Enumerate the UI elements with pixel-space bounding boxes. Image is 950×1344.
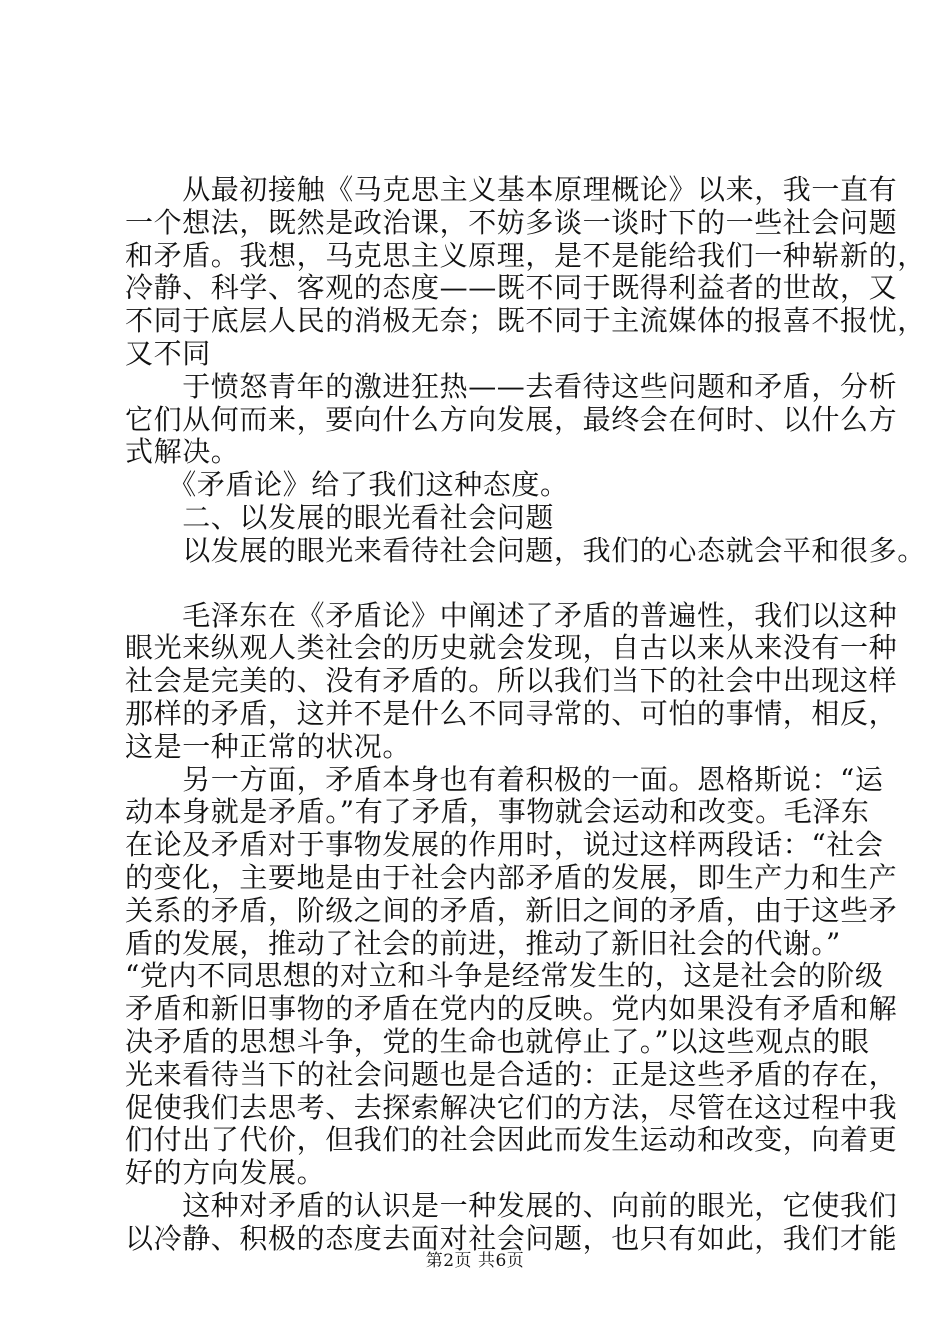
page-footer <box>0 1246 950 1271</box>
text-line: 《矛盾论》给了我们这种态度。 <box>125 468 569 502</box>
text-line: 那样的矛盾，这并不是什么不同寻常的、可怕的事情，相反， <box>125 696 898 730</box>
text-line: 冷静、科学、客观的态度——既不同于既得利益者的世故，又 <box>125 271 898 305</box>
text-line: 于愤怒青年的激进狂热——去看待这些问题和矛盾，分析 <box>125 369 898 403</box>
text-line: 盾的发展，推动了社会的前进，推动了新旧社会的代谢。” <box>125 926 841 960</box>
text-line: 促使我们去思考、去探索解决它们的方法，尽管在这过程中我 <box>125 1090 898 1124</box>
text-line: 眼光来纵观人类社会的历史就会发现，自古以来从来没有一种 <box>125 631 898 665</box>
text-line: 另一方面，矛盾本身也有着积极的一面。恩格斯说：“运 <box>125 762 884 796</box>
text-line: 们付出了代价，但我们的社会因此而发生运动和改变，向着更 <box>125 1123 898 1157</box>
text-line: 社会是完美的、没有矛盾的。所以我们当下的社会中出现这样 <box>125 664 898 698</box>
text-line: 以冷静、积极的态度去面对社会问题，也只有如此，我们才能 <box>125 1221 898 1255</box>
text-line: 关系的矛盾，阶级之间的矛盾，新旧之间的矛盾，由于这些矛 <box>125 893 898 927</box>
text-line: 毛泽东在《矛盾论》中阐述了矛盾的普遍性，我们以这种 <box>125 598 898 632</box>
text-line: 矛盾和新旧事物的矛盾在党内的反映。党内如果没有矛盾和解 <box>125 992 898 1026</box>
body-text <box>125 173 926 1256</box>
text-line: 在论及矛盾对于事物发展的作用时，说过这样两段话：“社会 <box>125 828 884 862</box>
text-line: 以发展的眼光来看待社会问题，我们的心态就会平和很多。 <box>125 533 926 567</box>
text-line: 不同于底层人民的消极无奈；既不同于主流媒体的报喜不报忧， <box>125 304 926 338</box>
text-line: 动本身就是矛盾。”有了矛盾，事物就会运动和改变。毛泽东 <box>125 795 870 829</box>
text-line: 式解决。 <box>125 435 240 469</box>
paragraph-gap <box>125 568 845 600</box>
text-line: “党内不同思想的对立和斗争是经常发生的，这是社会的阶级 <box>125 959 884 993</box>
text-line: 又不同 <box>125 336 211 370</box>
text-line: 一个想法，既然是政治课，不妨多谈一谈时下的一些社会问题 <box>125 205 898 239</box>
text-line: 的变化，主要地是由于社会内部矛盾的发展，即生产力和生产 <box>125 860 898 894</box>
text-line: 决矛盾的思想斗争，党的生命也就停止了。”以这些观点的眼 <box>125 1024 870 1058</box>
section-heading: 二、以发展的眼光看社会问题 <box>125 500 555 534</box>
text-line: 这种对矛盾的认识是一种发展的、向前的眼光，它使我们 <box>125 1188 898 1222</box>
page-number-label: 第2页 共6页 <box>425 1251 525 1271</box>
text-line: 好的方向发展。 <box>125 1156 326 1190</box>
text-line: 从最初接触《马克思主义基本原理概论》以来，我一直有 <box>125 173 898 206</box>
text-line: 这是一种正常的状况。 <box>125 729 412 763</box>
text-line: 它们从何而来，要向什么方向发展，最终会在何时、以什么方 <box>125 402 898 436</box>
text-line: 光来看待当下的社会问题也是合适的：正是这些矛盾的存在， <box>125 1057 898 1091</box>
text-line: 和矛盾。我想，马克思主义原理，是不是能给我们一种崭新的， <box>125 238 926 272</box>
